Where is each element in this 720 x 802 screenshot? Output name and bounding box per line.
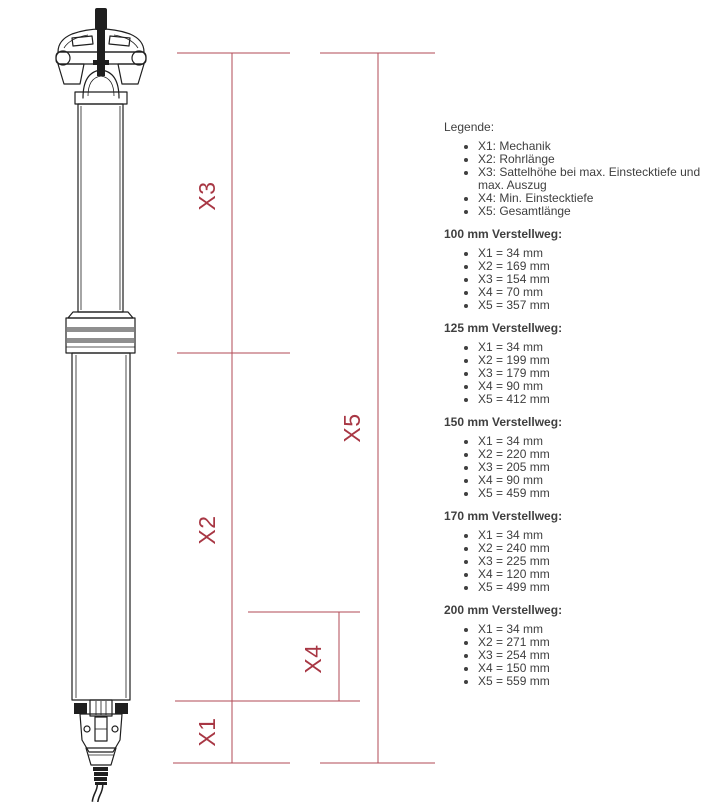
label-x5: X5	[339, 413, 365, 443]
legend-title: Legende:	[444, 120, 495, 134]
travel-values-200mm	[444, 623, 712, 688]
legend-definitions	[444, 140, 712, 218]
travel-heading-125mm: 125 mm Verstellweg:	[444, 321, 563, 335]
measurement-item: • X2 = 169 mm	[478, 260, 712, 273]
measurement-item: • X5 = 499 mm	[478, 581, 712, 594]
legend	[444, 121, 712, 698]
measurement-item: • X3 = 254 mm	[478, 649, 712, 662]
label-x3: X3	[194, 181, 220, 211]
collar	[66, 312, 135, 353]
measurement-item: • X5 = 357 mm	[478, 299, 712, 312]
measurement-item: • X2 = 199 mm	[478, 354, 712, 367]
measurement-item: • X1 = 34 mm	[478, 623, 712, 636]
legend-definition: • X4: Min. Einstecktiefe	[478, 192, 712, 205]
label-x1: X1	[194, 717, 220, 747]
travel-heading-150mm: 150 mm Verstellweg:	[444, 415, 563, 429]
travel-values-100mm	[444, 247, 712, 312]
travel-values-125mm	[444, 341, 712, 406]
measurement-item: • X4 = 120 mm	[478, 568, 712, 581]
measurement-item: • X1 = 34 mm	[478, 529, 712, 542]
measurement-item: • X1 = 34 mm	[478, 247, 712, 260]
label-x2: X2	[194, 515, 220, 545]
lower-tube	[72, 353, 130, 700]
seatpost-illustration	[56, 8, 146, 802]
legend-definition: • X1: Mechanik	[478, 140, 712, 153]
measurement-item: • X4 = 70 mm	[478, 286, 712, 299]
travel-values-150mm	[444, 435, 712, 500]
travel-heading-100mm: 100 mm Verstellweg:	[444, 227, 563, 241]
measurement-item: • X4 = 150 mm	[478, 662, 712, 675]
measurement-item: • X2 = 271 mm	[478, 636, 712, 649]
measurement-item: • X2 = 240 mm	[478, 542, 712, 555]
measurement-item: • X3 = 225 mm	[478, 555, 712, 568]
measurement-item: • X1 = 34 mm	[478, 435, 712, 448]
legend-definition: • X2: Rohrlänge	[478, 153, 712, 166]
travel-heading-170mm: 170 mm Verstellweg:	[444, 509, 563, 523]
measurement-item: • X4 = 90 mm	[478, 474, 712, 487]
measurement-item: • X3 = 179 mm	[478, 367, 712, 380]
travel-heading-200mm: 200 mm Verstellweg:	[444, 603, 563, 617]
measurement-item: • X4 = 90 mm	[478, 380, 712, 393]
clamp-bolt	[93, 8, 109, 76]
measurement-item: • X5 = 412 mm	[478, 393, 712, 406]
measurement-item: • X2 = 220 mm	[478, 448, 712, 461]
measurement-item: • X3 = 205 mm	[478, 461, 712, 474]
travel-values-170mm	[444, 529, 712, 594]
legend-definition: • X5: Gesamtlänge	[478, 205, 712, 218]
measurement-item: • X5 = 559 mm	[478, 675, 712, 688]
label-x4: X4	[300, 644, 326, 674]
actuator-mechanism	[74, 700, 128, 765]
measurement-item: • X5 = 459 mm	[478, 487, 712, 500]
measurement-item: • X1 = 34 mm	[478, 341, 712, 354]
legend-definition: • X3: Sattelhöhe bei max. Einstecktiefe und max. Auszug	[478, 166, 712, 192]
stanchion-tube	[78, 104, 123, 312]
measurement-item: • X3 = 154 mm	[478, 273, 712, 286]
cable	[93, 767, 108, 802]
